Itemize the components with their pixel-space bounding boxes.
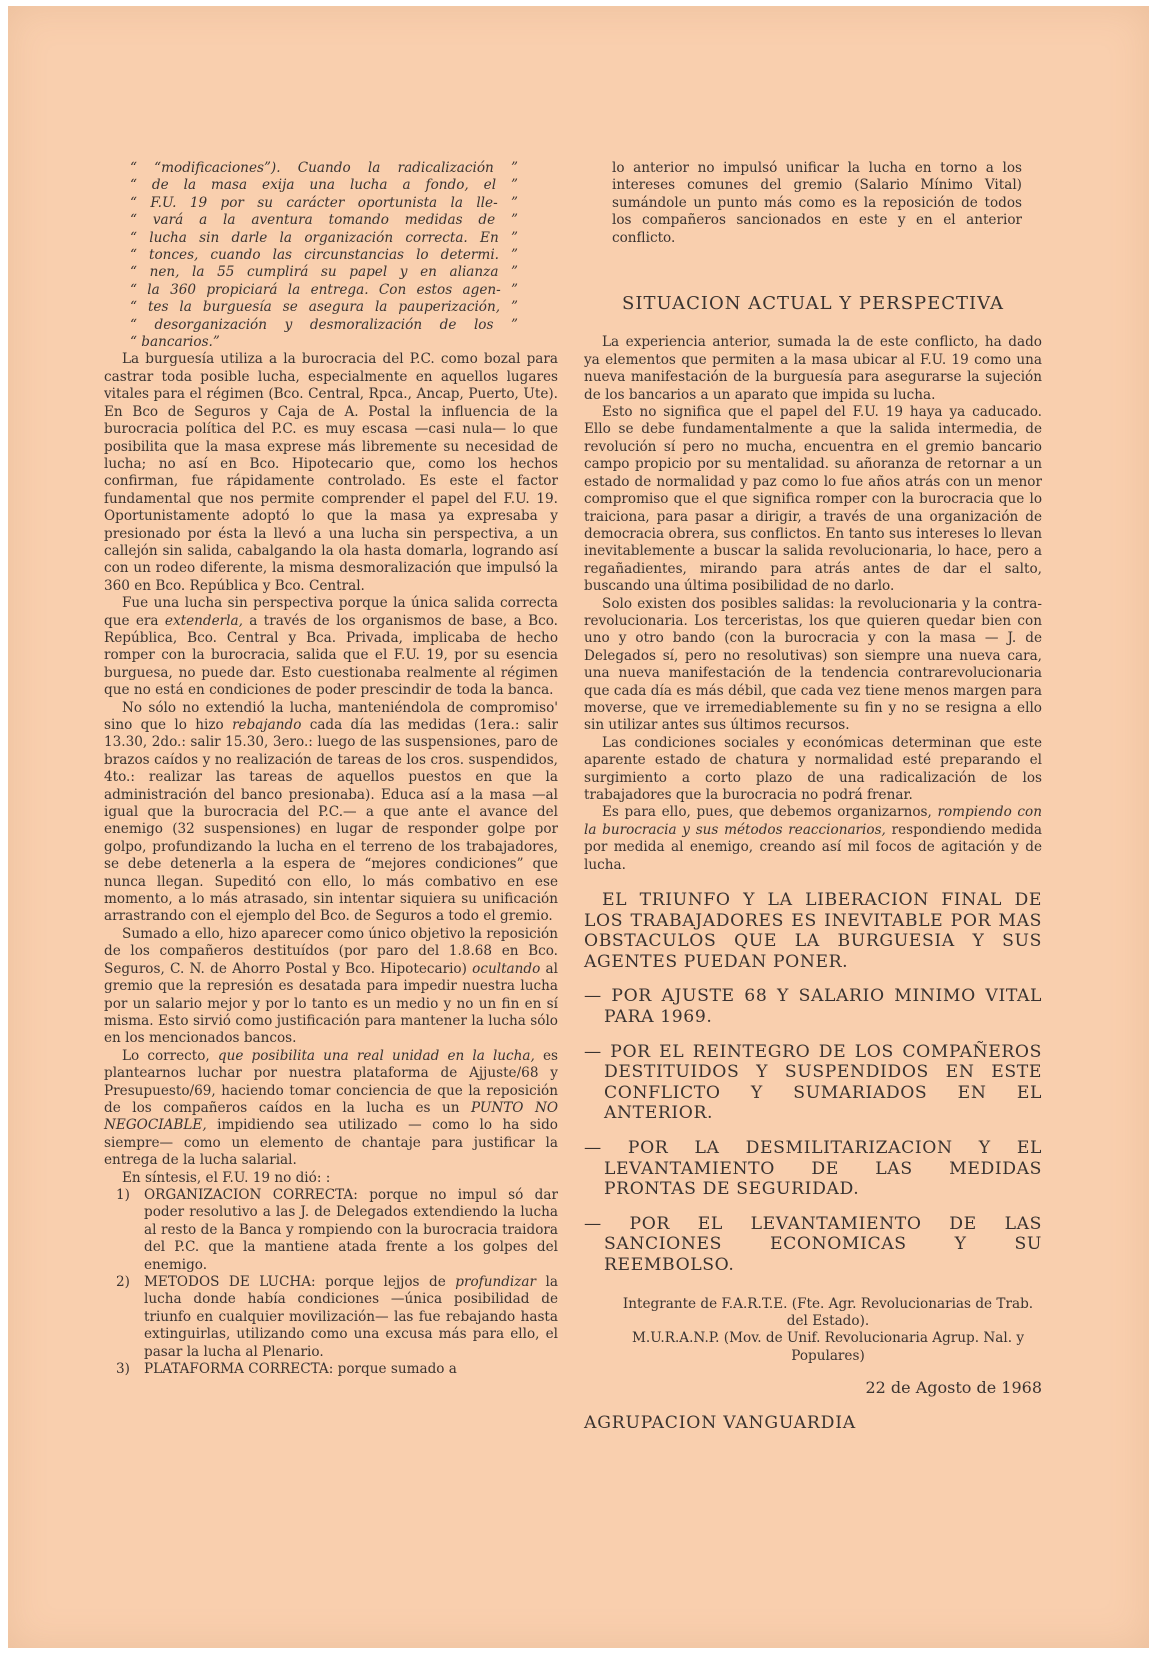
quote-line: “ tonces, cuando las circunstancias lo determi. ”: [130, 247, 518, 264]
quote-line: “ bancarios.”: [130, 334, 220, 351]
list-text: METODOS DE LUCHA: porque lejjos de: [144, 1274, 456, 1290]
list-item: [104, 1274, 558, 1361]
paragraph: Las condiciones sociales y económicas determinan que este aparente estado de chatura y normalidad esté preparando el surgimiento a corto plazo de una radicalización de los trabajadores que la burocracia no podrá frenar.: [584, 734, 1042, 803]
signature-line: M.U.R.A.N.P. (Mov. de Unif. Revolucionaria Agrup. Nal. y Populares): [631, 1330, 1025, 1364]
text-run: impidiendo sea utilizado — como lo ha sido siempre— como un elemento de chantaje para justificar la entrega de la lucha salarial.: [104, 1117, 558, 1169]
quote-line: “ nen, la 55 cumplirá su papel y en alianza ”: [130, 264, 518, 281]
section-title: SITUACION ACTUAL Y PERSPECTIVA: [622, 293, 1004, 315]
list-number: 1): [116, 1186, 130, 1203]
right-column: [584, 160, 1042, 1432]
quote-line: “ de la masa exija una lucha a fondo, el ”: [130, 177, 518, 194]
paragraph: [104, 700, 558, 926]
signature-block: [584, 1296, 1042, 1366]
paragraph: Esto no significa que el papel del F.U. 19 haya ya caducado. Ello se debe fundamentalmente a que la salida intermedia, de revolución sí pero no mucha, encuentra en el gremio bancario campo propicio por su mentalidad. su añoranza de retornar a un estado de normalidad y paz como lo fue años atrás con un menor compromiso que el que significa romper con la burocracia que lo traiciona, para pasar a dirigir, a través de una organización de democracia obrera, sus conflictos. En tanto sus intereses lo llevan inevitablemente a buscar la salida revolucionaria, lo hace, pero a regañadientes, mirando para atrás antes de dar el salto, buscando una última posibilidad de no darlo.: [584, 404, 1042, 595]
paragraph: lo anterior no impulsó unificar la lucha en torno a los intereses comunes del gremio (Salario Mínimo Vital) sumándole un punto más como es la reposición de todos los compañeros sancionados en este y en el anterior conflicto.: [612, 160, 1022, 246]
demand-item: — POR EL REINTEGRO DE LOS COMPAÑEROS DESTITUIDOS Y SUSPENDIDOS EN ESTE CONFLICTO Y SUMARIADOS EN EL ANTERIOR.: [584, 1041, 1042, 1124]
paragraph: Solo existen dos posibles salidas: la revolucionaria y la contra-revolucionaria. Los terceristas, los que quieren quedar bien con uno y otro bando (con la burocracia y con la masa — J. de Delegados sí, pero no resolutivas) son siempre una nueva cara, una nueva manifestación de la tendencia contrarevolucionaria que cada día es más débil, que cada vez tiene menos margen para moverse, que ve irremediablemente su fin y no se resigna a ello sin utilizar antes sus últimos recursos.: [584, 595, 1042, 734]
paragraph: [104, 595, 558, 699]
text-run: Fue una lucha sin perspectiva porque la única salida correcta que era: [104, 595, 558, 629]
signature-line: Integrante de F.A.R.T.E. (Fte. Agr. Revolucionarias de Trab. del Estado).: [622, 1295, 1034, 1329]
demand-item: — POR EL LEVANTAMIENTO DE LAS SANCIONES ECONOMICAS Y SU REEMBOLSO.: [584, 1213, 1042, 1275]
text-run: No sólo no extendió la lucha, manteniéndola de compromiso' sino que lo hizo: [104, 699, 558, 733]
quote-line: “ lucha sin darle la organización correcta. En ”: [130, 229, 518, 246]
text-run: es plantearnos luchar por nuestra plataforma de Ajjuste/68 y Presupuesto/69, haciendo tomar conciencia de que la reposición de los compañeros caídos en la lucha es un: [104, 1047, 558, 1116]
paragraph: La experiencia anterior, sumada la de este conflicto, ha dado ya elementos que permiten a la masa ubicar al F.U. 19 como una nueva manifestación de la burguesía para asegurarse la sujeción de los bancarios a un aparato que impida su lucha.: [584, 334, 1042, 403]
list-text: la lucha donde había condiciones —única posibilidad de triunfo en cualquier movilización— las fue rebajando hasta extinguirlas, utilizando como una excusa más para ello, el pasar la lucha al Plenario.: [144, 1274, 558, 1360]
quote-line: “ tes la burguesía se asegura la pauperización, ”: [130, 299, 518, 316]
list-item: [104, 1187, 558, 1274]
paragraph: [104, 1048, 558, 1170]
demand-item: — POR LA DESMILITARIZACION Y EL LEVANTAMIENTO DE LAS MEDIDAS PRONTAS DE SEGURIDAD.: [584, 1137, 1042, 1200]
emphasis-text: profundizar: [455, 1274, 537, 1290]
list-text: ORGANIZACION CORRECTA: porque no impul só dar poder resolutivo a las J. de Delegados extendiendo la lucha al resto de la Banca y rompiendo con la burocracia traidora del P.C. que la mantiene atada frente a los golpes del enemigo.: [144, 1186, 558, 1273]
numbered-list: [104, 1187, 558, 1378]
emphasis-text: que posibilita una real unidad en la lucha,: [217, 1047, 535, 1064]
list-text: PLATAFORMA CORRECTA: porque sumado a: [144, 1361, 457, 1378]
emphasis-text: rompiendo con la burocracia y sus métodos reaccionarios,: [584, 804, 1042, 838]
slogan: EL TRIUNFO Y LA LIBERACION FINAL DE LOS TRABAJADORES ES INEVITABLE POR MAS OBSTACULOS QUE LA BURGUESIA Y SUS AGENTES PUEDAN PONER.: [584, 890, 1042, 972]
text-run: Es para ello, pues, que debemos organizarnos,: [602, 804, 938, 821]
emphasis-text: PUNTO NO NEGOCIABLE,: [104, 1099, 558, 1134]
quote-line: “ la 360 propiciará la entrega. Con estos agen- ”: [130, 281, 518, 298]
text-run: Lo correcto,: [122, 1047, 218, 1064]
text-run: respondiendo medida por medida al enemigo, creando así mil focos de agitación y de lucha.: [584, 821, 1043, 873]
text-run: cada día las medidas (1era.: salir 13.30, 2do.: salir 15.30, 3ero.: luego de las suspensiones, paro de brazos caídos y no realización de tareas de los cros. suspendidos, 4to.: realizar las tareas de aquellos puestos en que la administración del banco presionaba). Educa así a la masa —al igual que la burocracia del P.C.— a que ante el avance del enemigo (32 suspensiones) en lugar de responder golpe por golpo, profundizando la lucha en el terreno de los trabajadores, se debe detenerla a la espera de “mejores condiciones” que nunca llegan. Supeditó con ello, lo más combativo en ese momento, a lo más atrasado, sin intentar siquiera su unificación arrastrando con el ejemplo del Bco. de Seguros a todo el gremio.: [104, 717, 558, 925]
paragraph: [104, 926, 558, 1048]
text-run: a través de los organismos de base, a Bco. República, Bco. Central y Bca. Privada, implicaba de hecho romper con la burocracia, salida que el F.U. 19, por su esencia burguesa, no puede dar. Esto cuestionaba realmente al régimen que no está en condiciones de poder prescindir de toda la banca.: [104, 612, 558, 699]
emphasis-text: extenderla,: [164, 612, 243, 629]
paragraph: En síntesis, el F.U. 19 no dió: :: [122, 1169, 331, 1186]
demand-item: — POR AJUSTE 68 Y SALARIO MINIMO VITAL PARA 1969.: [584, 986, 1042, 1027]
left-column: [104, 160, 558, 1378]
paragraph: [584, 804, 1042, 874]
slogan-block: [584, 890, 1042, 1276]
emphasis-text: rebajando: [232, 717, 302, 733]
organization-name: AGRUPACION VANGUARDIA: [584, 1412, 857, 1433]
document-date: 22 de Agosto de 1968: [865, 1378, 1042, 1398]
paragraph: La burguesía utiliza a la burocracia del P.C. como bozal para castrar toda posible lucha, especialmente en aquellos lugares vitales para el régimen (Bco. Central, Rpca., Ancap, Puerto, Ute). En Bco de Seguros y Caja de A. Postal la influencia de la burocracia política del P.C. es muy escasa —casi nula— lo que posibilita que la masa exprese más libremente su necesidad de lucha; no así en Bco. Hipotecario que, como los hechos confirman, fue rápidamente controlado. Es este el factor fundamental que nos permite comprender el papel del F.U. 19. Oportunistamente adoptó lo que la masa ya expresaba y presionado por ésta la llevó a una lucha sin perspectiva, a un callejón sin salida, cabalgando la ola hasta domarla, logrando así con un rodeo diferente, la misma desmoralización que impulsó la 360 en Bco. República y Bco. Central.: [104, 351, 558, 594]
emphasis-text: ocultando: [472, 960, 541, 977]
quote-line: “ F.U. 19 por su carácter oportunista la lle- ”: [130, 194, 518, 211]
list-item: [104, 1361, 558, 1378]
list-number: 3): [116, 1361, 130, 1378]
text-run: al gremio que la represión es desatada para impedir nuestra lucha por un salario mejor y por lo tanto es un medio y no un fin en sí misma. Esto sirvió como justificación para mantener la lucha sólo en los mencionados bancos.: [104, 960, 558, 1047]
list-number: 2): [116, 1274, 130, 1290]
quote-block: [104, 160, 558, 351]
text-run: Sumado a ello, hizo aparecer como único objetivo la reposición de los compañeros destituídos (por paro del 1.8.68 en Bco. Seguros, C. N. de Ahorro Postal y Bco. Hipotecario): [104, 925, 558, 977]
quote-line: “ desorganización y desmoralización de los ”: [130, 316, 518, 333]
quote-line: “ “modificaciones”). Cuando la radicalización ”: [130, 160, 518, 176]
document-page: [8, 6, 1149, 1648]
quote-line: “ vará a la aventura tomando medidas de ”: [130, 212, 518, 229]
